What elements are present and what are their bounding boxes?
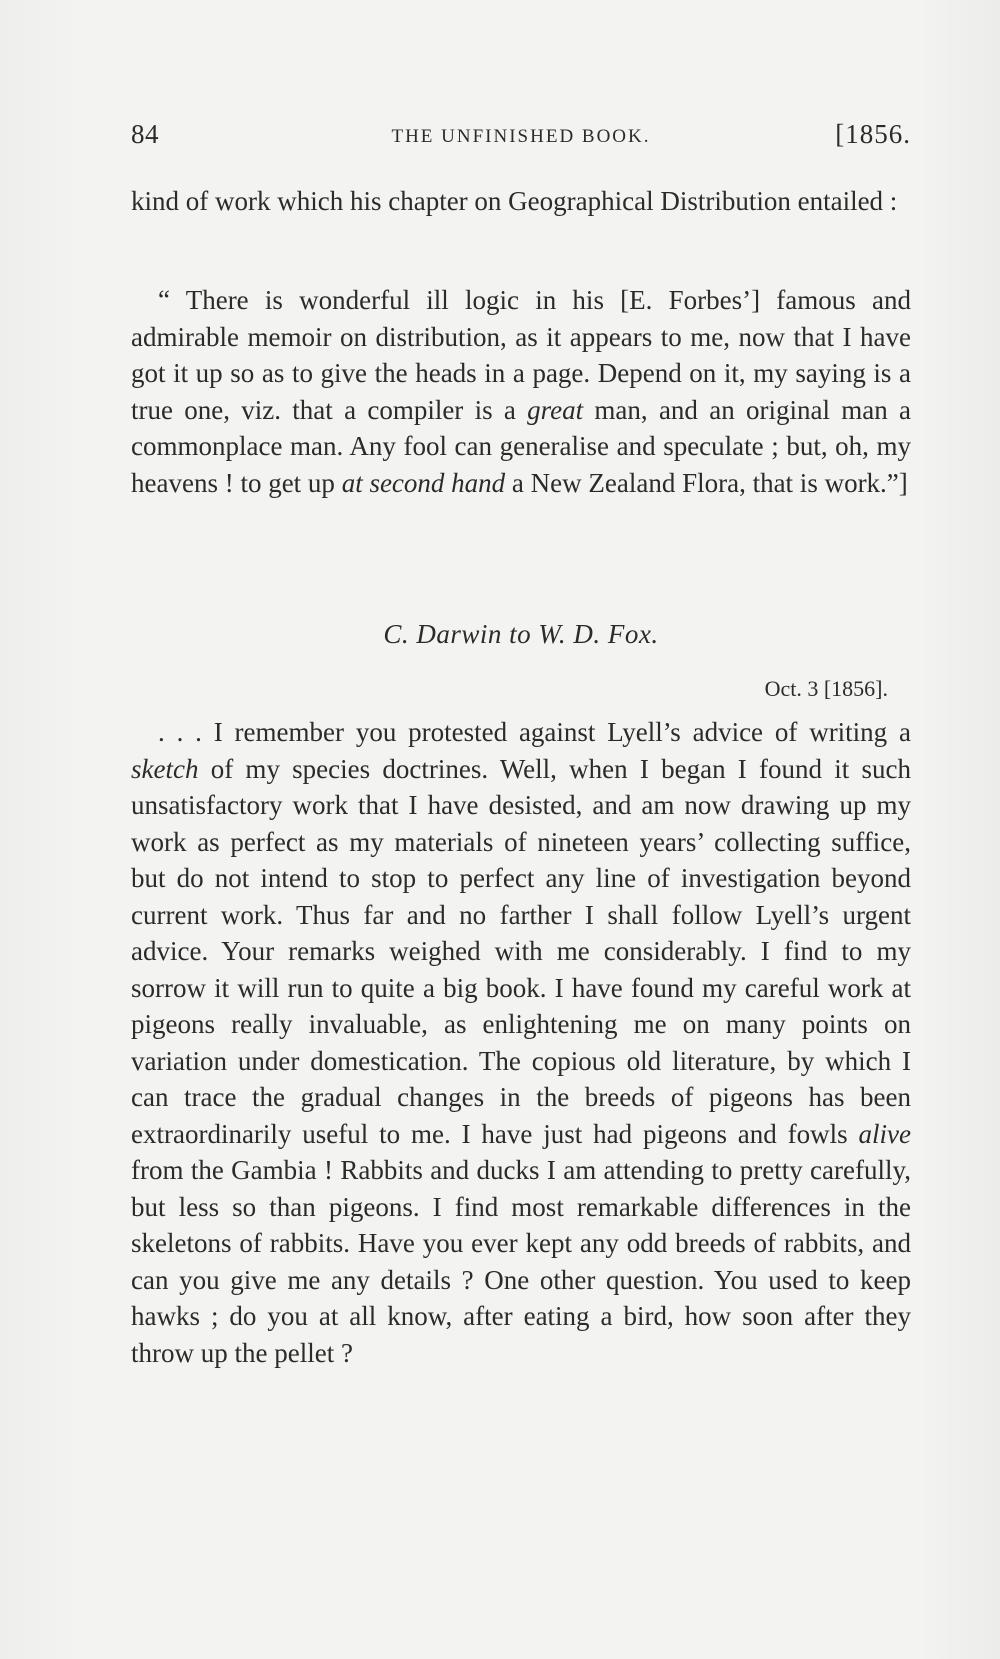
running-year: [1856. bbox=[835, 119, 911, 149]
letter-text-part-3: from the Gambia ! Rabbits and ducks I am attending to pretty carefully, but less so than pigeons. I find most remarkable differences in the skeletons of rabbits. Have you ever kept any odd breeds of rabbits, and can you give me any details ? One other question. You used to keep hawks ; do you at all know, after eating a bird, how soon after they throw up the pellet ? bbox=[131, 1155, 911, 1368]
letter-text bbox=[131, 714, 911, 1371]
running-head bbox=[131, 119, 911, 159]
quote-text-part-3: a New Zealand Flora, that is work.”] bbox=[505, 467, 908, 498]
quote-text bbox=[131, 282, 911, 501]
letter-text-part-1: . . . I remember you protested against Lyell’s advice of writing a bbox=[158, 717, 911, 747]
letter-heading: C. Darwin to W. D. Fox. bbox=[383, 619, 659, 649]
letter-text-part-2: of my species doctrines. Well, when I began I found it such unsatisfactory work that I have desisted, and am now drawing up my work as perfect as my materials of nineteen years’ collecting suffice, but do not intend to stop to perfect any line of investigation beyond current work. Thus far and no farther I shall follow Lyell’s urgent advice. Your remarks weighed with me considerably. I find to my sorrow it will run to quite a big book. I have found my careful work at pigeons really invaluable, as enlightening me on many points on variation under domestication. The copious old literature, by which I can trace the gradual changes in the breeds of pigeons has been extraordinarily useful to me. I have just had pigeons and fowls bbox=[131, 753, 911, 1149]
quote-text-part-1: “ There is wonderful ill logic in his [E. Forbes’] famous and admirable memoir on distribution, as it appears to me, now that I have got it up so as to give the heads in a page. Depend on it, my saying is a true one, viz. that a compiler is a bbox=[131, 285, 911, 425]
intro-text: kind of work which his chapter on Geographical Distribution entailed : bbox=[131, 186, 898, 216]
running-title: THE UNFINISHED BOOK. bbox=[391, 126, 651, 147]
letter-body bbox=[131, 714, 911, 1371]
letter-emphasis-alive: alive bbox=[858, 1118, 911, 1149]
letter-emphasis-sketch: sketch bbox=[131, 753, 199, 784]
page-number: 84 bbox=[131, 119, 159, 149]
quote-emphasis-great: great bbox=[527, 394, 584, 425]
quote-paragraph bbox=[131, 282, 911, 501]
quote-emphasis-second-hand: at second hand bbox=[341, 467, 506, 498]
letter-date: Oct. 3 [1856]. bbox=[764, 676, 888, 701]
quote-text-part-2: man, and an original man a commonplace man. Any fool can generalise and speculate ; but, oh, my heavens ! to get up bbox=[131, 394, 911, 498]
intro-paragraph bbox=[131, 183, 911, 220]
